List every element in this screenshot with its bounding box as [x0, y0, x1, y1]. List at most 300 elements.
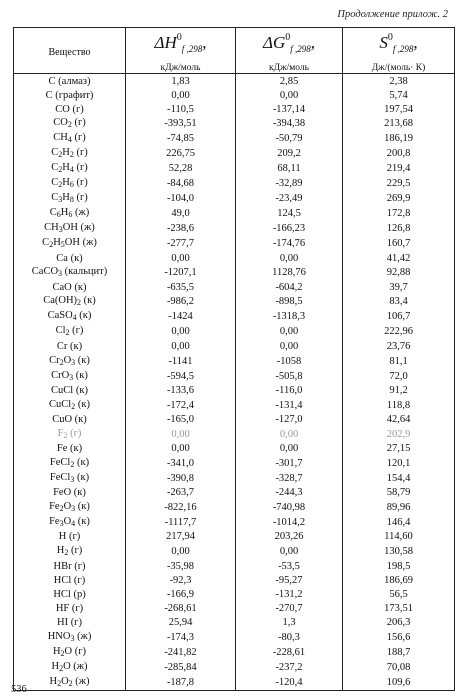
entropy-cell: 197,54: [343, 102, 455, 116]
formula-part: 2: [77, 298, 82, 308]
substance-cell: [14, 615, 126, 629]
substance-cell: [14, 456, 126, 471]
formula-part: 3: [71, 503, 76, 513]
formula-part: (г): [68, 545, 83, 557]
formula-part: 6: [56, 210, 61, 220]
gibbs-energy-cell: -740,98: [236, 500, 343, 515]
enthalpy-cell: -187,8: [126, 675, 236, 691]
formula-part: HF (г): [55, 602, 84, 614]
entropy-cell: 156,6: [343, 630, 455, 645]
enthalpy-cell: -84,68: [126, 176, 236, 191]
table-row: [14, 442, 455, 456]
enthalpy-cell: -133,6: [126, 384, 236, 398]
gibbs-energy-cell: -120,4: [236, 675, 343, 691]
gibbs-energy-cell: 2,85: [236, 74, 343, 89]
gibbs-symbol: $\Delta G^0_{f ,298}$,: [262, 32, 316, 54]
enthalpy-cell: 49,0: [126, 206, 236, 221]
entropy-cell: 23,76: [343, 339, 455, 353]
substance-cell: [14, 544, 126, 559]
entropy-symbol: $S^0_{f ,298}$,: [379, 32, 418, 54]
table-row: [14, 102, 455, 116]
substance-cell: [14, 645, 126, 660]
header-substance: [14, 28, 126, 74]
entropy-cell: 72,0: [343, 369, 455, 384]
formula-part: Fe: [49, 500, 60, 512]
enthalpy-cell: -1141: [126, 354, 236, 369]
enthalpy-cell: -277,7: [126, 236, 236, 251]
table-row: [14, 675, 455, 691]
formula-part: C: [42, 237, 50, 249]
formula-part: 3: [58, 225, 63, 235]
table-body: [14, 74, 455, 691]
entropy-cell: 160,7: [343, 236, 455, 251]
entropy-cell: 109,6: [343, 675, 455, 691]
enthalpy-cell: 0,00: [126, 251, 236, 265]
enthalpy-symbol: $\Delta H^0_{f ,298}$,: [154, 32, 207, 54]
gibbs-energy-cell: -23,49: [236, 191, 343, 206]
formula-part: C: [51, 177, 59, 189]
header-entropy: [343, 28, 455, 74]
gibbs-energy-cell: -131,4: [236, 398, 343, 413]
formula-part: CrO: [51, 369, 70, 381]
formula-part: (г): [69, 325, 84, 337]
enthalpy-unit: кДж/моль: [160, 63, 201, 73]
formula-part: (г): [73, 192, 88, 204]
table-row: [14, 309, 455, 324]
enthalpy-cell: -92,3: [126, 573, 236, 587]
header-enthalpy: [126, 28, 236, 74]
enthalpy-cell: -268,61: [126, 601, 236, 615]
formula-part: 2: [57, 678, 62, 688]
substance-cell: [14, 660, 126, 675]
gibbs-energy-cell: -32,89: [236, 176, 343, 191]
formula-part: (кальцит): [62, 266, 108, 278]
enthalpy-cell: 52,28: [126, 161, 236, 176]
enthalpy-cell: -166,9: [126, 587, 236, 601]
formula-part: (к): [75, 515, 90, 527]
formula-part: Cr: [49, 354, 60, 366]
table-row: [14, 74, 455, 89]
entropy-cell: 114,60: [343, 530, 455, 544]
enthalpy-cell: -74,85: [126, 131, 236, 146]
formula-part: H: [62, 162, 70, 174]
formula-part: 4: [69, 165, 74, 175]
gibbs-energy-cell: 1128,76: [236, 265, 343, 280]
gibbs-energy-cell: -131,2: [236, 587, 343, 601]
formula-part: HI (г): [56, 616, 82, 628]
gibbs-energy-cell: -328,7: [236, 471, 343, 486]
formula-part: (г): [73, 177, 88, 189]
entropy-cell: 91,2: [343, 384, 455, 398]
formula-part: 2: [59, 663, 64, 673]
table-row: [14, 601, 455, 615]
formula-part: 2: [71, 401, 76, 411]
enthalpy-cell: -341,0: [126, 456, 236, 471]
formula-part: 6: [68, 210, 73, 220]
gibbs-energy-cell: -1058: [236, 354, 343, 369]
formula-part: CuCl: [49, 398, 72, 410]
table-row: [14, 645, 455, 660]
gibbs-energy-cell: -50,79: [236, 131, 343, 146]
table-row: [14, 161, 455, 176]
table-row: [14, 630, 455, 645]
table-row: [14, 324, 455, 339]
substance-cell: [14, 206, 126, 221]
formula-part: H: [49, 675, 58, 687]
enthalpy-cell: -238,6: [126, 221, 236, 236]
formula-part: 3: [58, 269, 63, 279]
table-row: [14, 280, 455, 294]
gibbs-energy-cell: 0,00: [236, 544, 343, 559]
table-row: [14, 573, 455, 587]
entropy-cell: 146,4: [343, 515, 455, 530]
formula-part: (г): [73, 162, 88, 174]
thermo-data-table: [13, 27, 455, 691]
formula-part: 2: [58, 150, 63, 160]
entropy-cell: 202,9: [343, 427, 455, 442]
substance-cell: [14, 398, 126, 413]
table-row: [14, 236, 455, 251]
formula-part: (к): [76, 310, 92, 322]
formula-part: 2: [68, 678, 73, 688]
formula-part: 3: [70, 633, 75, 643]
gibbs-energy-cell: 203,26: [236, 530, 343, 544]
substance-cell: [14, 442, 126, 456]
gibbs-energy-cell: 0,00: [236, 442, 343, 456]
entropy-cell: 41,42: [343, 251, 455, 265]
formula-part: 2: [65, 328, 70, 338]
table-row: [14, 251, 455, 265]
formula-part: HCl (р): [53, 588, 86, 600]
gibbs-energy-cell: -1014,2: [236, 515, 343, 530]
entropy-cell: 92,88: [343, 265, 455, 280]
substance-cell: [14, 309, 126, 324]
enthalpy-cell: -393,51: [126, 116, 236, 131]
entropy-cell: 200,8: [343, 146, 455, 161]
gibbs-energy-cell: -1318,3: [236, 309, 343, 324]
formula-part: Ca (к): [56, 252, 83, 264]
enthalpy-cell: -104,0: [126, 191, 236, 206]
substance-cell: [14, 176, 126, 191]
formula-part: H: [51, 660, 60, 672]
formula-part: 2: [59, 357, 64, 367]
enthalpy-cell: -172,4: [126, 398, 236, 413]
table-row: [14, 587, 455, 601]
formula-part: С (алмаз): [48, 75, 91, 87]
entropy-cell: 222,96: [343, 324, 455, 339]
entropy-cell: 39,7: [343, 280, 455, 294]
substance-cell: [14, 486, 126, 500]
gibbs-energy-cell: -898,5: [236, 294, 343, 309]
enthalpy-cell: 0,00: [126, 339, 236, 353]
substance-cell: [14, 251, 126, 265]
entropy-cell: 213,68: [343, 116, 455, 131]
table-row: [14, 398, 455, 413]
formula-part: OH (ж): [62, 222, 95, 234]
substance-cell: [14, 131, 126, 146]
gibbs-energy-cell: 0,00: [236, 427, 343, 442]
table-row: [14, 294, 455, 309]
substance-cell: [14, 675, 126, 691]
formula-part: 2: [49, 240, 54, 250]
table-row: [14, 515, 455, 530]
gibbs-energy-cell: -228,61: [236, 645, 343, 660]
formula-part: C: [51, 192, 59, 204]
table-caption: Продолжение прилож. 2: [337, 9, 448, 20]
formula-part: CH: [44, 222, 59, 234]
table-row: [14, 146, 455, 161]
table-row: [14, 131, 455, 146]
entropy-cell: 120,1: [343, 456, 455, 471]
formula-part: O: [63, 515, 72, 527]
formula-part: (г): [71, 117, 86, 129]
substance-cell: [14, 294, 126, 309]
table-row: [14, 354, 455, 369]
enthalpy-cell: -390,8: [126, 471, 236, 486]
entropy-cell: 27,15: [343, 442, 455, 456]
formula-part: Fe (к): [56, 443, 83, 455]
gibbs-energy-cell: 0,00: [236, 339, 343, 353]
entropy-cell: 130,58: [343, 544, 455, 559]
formula-part: HNO: [47, 630, 71, 642]
table-row: [14, 456, 455, 471]
table-row: [14, 530, 455, 544]
formula-part: 2: [58, 180, 63, 190]
table-row: [14, 116, 455, 131]
entropy-cell: 126,8: [343, 221, 455, 236]
formula-part: Cr (к): [56, 341, 83, 353]
formula-part: H: [62, 147, 70, 159]
formula-part: C: [49, 207, 57, 219]
gibbs-energy-cell: -137,14: [236, 102, 343, 116]
enthalpy-cell: 217,94: [126, 530, 236, 544]
enthalpy-cell: -263,7: [126, 486, 236, 500]
formula-part: FeO (к): [53, 487, 86, 499]
substance-cell: [14, 384, 126, 398]
enthalpy-cell: -635,5: [126, 280, 236, 294]
gibbs-energy-cell: -604,2: [236, 280, 343, 294]
formula-part: (ж): [74, 630, 92, 642]
gibbs-energy-cell: -127,0: [236, 413, 343, 427]
table-row: [14, 427, 455, 442]
entropy-cell: 186,19: [343, 131, 455, 146]
formula-part: (ж): [72, 207, 90, 219]
gibbs-energy-cell: 1,3: [236, 615, 343, 629]
formula-part: H: [62, 177, 70, 189]
formula-part: 2: [59, 503, 64, 513]
formula-part: O (ж): [63, 660, 88, 672]
formula-part: HBr (г): [53, 560, 86, 572]
formula-part: CaCO: [31, 266, 59, 278]
table-row: [14, 191, 455, 206]
substance-cell: [14, 324, 126, 339]
entropy-cell: 2,38: [343, 74, 455, 89]
page-number: 536: [11, 684, 27, 695]
entropy-unit: Дж/(моль· К): [371, 63, 426, 73]
formula-part: H (г): [58, 531, 81, 543]
table-row: [14, 559, 455, 573]
table-row: [14, 221, 455, 236]
formula-part: (к): [74, 471, 90, 483]
substance-cell: [14, 102, 126, 116]
substance-cell: [14, 369, 126, 384]
formula-part: FeCl: [49, 471, 71, 483]
table-row: [14, 500, 455, 515]
substance-cell: [14, 587, 126, 601]
formula-part: H: [53, 237, 61, 249]
enthalpy-cell: -1117,7: [126, 515, 236, 530]
formula-part: CO: [53, 117, 68, 129]
formula-part: H: [52, 645, 61, 657]
enthalpy-cell: 0,00: [126, 88, 236, 102]
enthalpy-cell: -594,5: [126, 369, 236, 384]
substance-cell: [14, 191, 126, 206]
formula-part: 4: [67, 135, 72, 145]
table-row: [14, 88, 455, 102]
substance-cell: [14, 530, 126, 544]
gibbs-energy-cell: -394,38: [236, 116, 343, 131]
gibbs-energy-cell: -270,7: [236, 601, 343, 615]
formula-part: 2: [69, 150, 74, 160]
enthalpy-cell: -1207,1: [126, 265, 236, 280]
header-gibbs: [236, 28, 343, 74]
formula-part: CuCl (к): [51, 385, 88, 397]
entropy-cell: 269,9: [343, 191, 455, 206]
entropy-cell: 188,7: [343, 645, 455, 660]
gibbs-energy-cell: -53,5: [236, 559, 343, 573]
formula-part: (г): [73, 147, 88, 159]
formula-part: FeCl: [49, 456, 71, 468]
entropy-cell: 229,5: [343, 176, 455, 191]
substance-cell: [14, 161, 126, 176]
formula-part: Ca(OH): [43, 295, 78, 307]
substance-cell: [14, 339, 126, 353]
table-row: [14, 413, 455, 427]
formula-part: (ж): [72, 675, 90, 687]
formula-part: Fe: [49, 515, 60, 527]
gibbs-energy-cell: 68,11: [236, 161, 343, 176]
formula-part: CaO (к): [52, 281, 87, 293]
enthalpy-cell: 226,75: [126, 146, 236, 161]
enthalpy-cell: 0,00: [126, 544, 236, 559]
formula-part: O (г): [64, 645, 87, 657]
enthalpy-cell: -986,2: [126, 294, 236, 309]
entropy-cell: 173,51: [343, 601, 455, 615]
formula-part: (к): [81, 295, 96, 307]
gibbs-energy-cell: -80,3: [236, 630, 343, 645]
substance-cell: [14, 116, 126, 131]
gibbs-energy-cell: 124,5: [236, 206, 343, 221]
formula-part: 2: [60, 648, 65, 658]
gibbs-energy-cell: 0,00: [236, 324, 343, 339]
substance-cell: [14, 354, 126, 369]
substance-cell: [14, 601, 126, 615]
formula-part: C: [51, 162, 59, 174]
substance-cell: [14, 221, 126, 236]
entropy-cell: 154,4: [343, 471, 455, 486]
substance-cell: [14, 500, 126, 515]
enthalpy-cell: -241,82: [126, 645, 236, 660]
formula-part: O: [61, 675, 69, 687]
enthalpy-cell: -110,5: [126, 102, 236, 116]
formula-part: 2: [58, 165, 63, 175]
entropy-cell: 83,4: [343, 294, 455, 309]
formula-part: (г): [67, 427, 82, 439]
formula-part: (к): [73, 369, 88, 381]
substance-cell: [14, 515, 126, 530]
gibbs-energy-cell: -95,27: [236, 573, 343, 587]
gibbs-energy-cell: -505,8: [236, 369, 343, 384]
entropy-cell: 186,69: [343, 573, 455, 587]
entropy-cell: 118,8: [343, 398, 455, 413]
substance-cell: [14, 559, 126, 573]
table-row: [14, 471, 455, 486]
entropy-cell: 219,4: [343, 161, 455, 176]
gibbs-energy-cell: -116,0: [236, 384, 343, 398]
formula-part: CuO (к): [52, 414, 87, 426]
formula-part: HCl (г): [53, 574, 86, 586]
formula-part: 8: [69, 195, 74, 205]
formula-part: CH: [53, 132, 68, 144]
gibbs-energy-cell: 209,2: [236, 146, 343, 161]
entropy-cell: 106,7: [343, 309, 455, 324]
formula-part: C: [51, 147, 59, 159]
table-row: [14, 176, 455, 191]
table-row: [14, 265, 455, 280]
table-row: [14, 384, 455, 398]
gibbs-energy-cell: -244,3: [236, 486, 343, 500]
entropy-cell: 56,5: [343, 587, 455, 601]
substance-cell: [14, 427, 126, 442]
substance-cell: [14, 630, 126, 645]
table-row: [14, 339, 455, 353]
enthalpy-cell: 0,00: [126, 324, 236, 339]
formula-part: 2: [67, 120, 72, 130]
formula-part: 3: [71, 357, 76, 367]
formula-part: (к): [75, 354, 90, 366]
table-row: [14, 660, 455, 675]
enthalpy-cell: -822,16: [126, 500, 236, 515]
gibbs-energy-cell: 0,00: [236, 251, 343, 265]
formula-part: 4: [72, 313, 77, 323]
entropy-cell: 198,5: [343, 559, 455, 573]
entropy-cell: 5,74: [343, 88, 455, 102]
enthalpy-cell: -285,84: [126, 660, 236, 675]
formula-part: 3: [70, 474, 75, 484]
entropy-cell: 81,1: [343, 354, 455, 369]
entropy-cell: 206,3: [343, 615, 455, 629]
header-substance-label: Вещество: [48, 46, 91, 58]
formula-part: H: [62, 192, 70, 204]
formula-part: O: [63, 500, 72, 512]
formula-part: H: [56, 545, 65, 557]
formula-part: CaSO: [47, 310, 73, 322]
formula-part: 4: [71, 518, 76, 528]
enthalpy-cell: -165,0: [126, 413, 236, 427]
formula-part: 3: [59, 518, 64, 528]
formula-part: (к): [75, 500, 90, 512]
enthalpy-cell: 25,94: [126, 615, 236, 629]
formula-part: 6: [69, 180, 74, 190]
gibbs-energy-cell: -237,2: [236, 660, 343, 675]
substance-cell: [14, 88, 126, 102]
formula-part: (к): [74, 456, 90, 468]
enthalpy-cell: -174,3: [126, 630, 236, 645]
formula-part: O: [63, 354, 72, 366]
formula-part: OH (ж): [64, 237, 97, 249]
formula-part: 2: [63, 430, 68, 440]
entropy-cell: 70,08: [343, 660, 455, 675]
